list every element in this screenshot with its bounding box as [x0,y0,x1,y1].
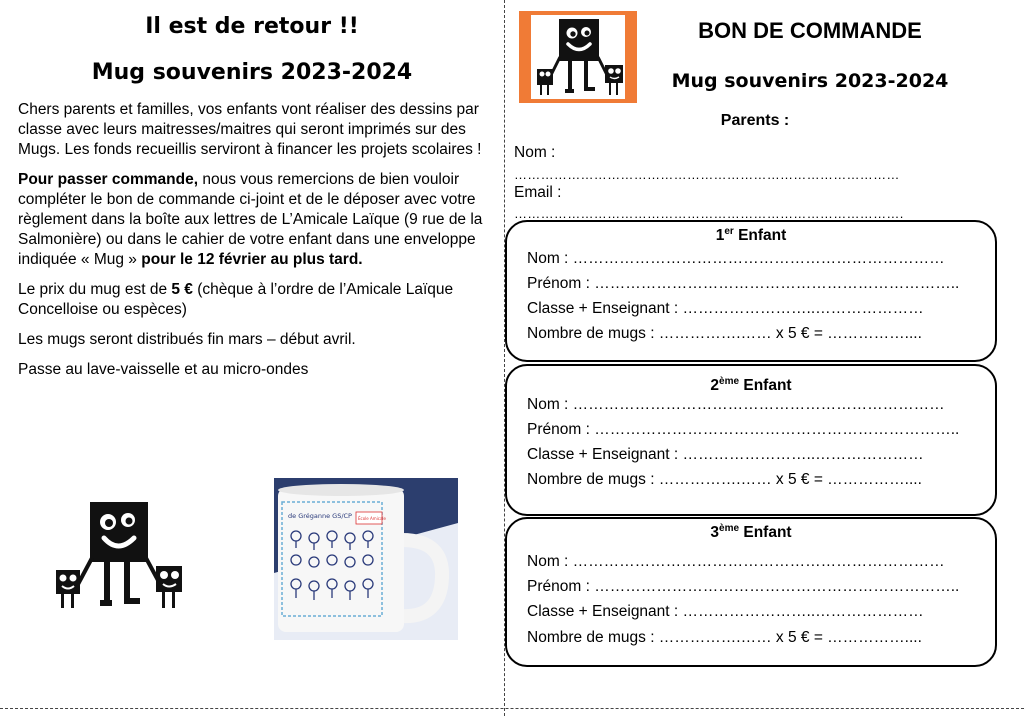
order-paragraph [18,170,490,270]
child-2-box [505,364,997,516]
child-3-firstname-field[interactable]: Prénom : …………………………………………………………….. [527,578,960,595]
child-1-class-field[interactable]: Classe + Enseignant : ……………………..………………… [527,300,924,317]
cut-line-horizontal [0,708,1024,709]
child-1-quantity-field[interactable]: Nombre de mugs : …………….…… x 5 € = …………….... [527,325,922,342]
order-text: nous vous remercions de bien vouloir compléter le bon de commande ci-joint et de le déposer avec votre règlement dans la boîte aux lettres de L’Amicale Laïque (9 rue de la Salmonière) ou dans le cahier de votre enfant dans une enveloppe indiquée « Mug » [18,171,483,268]
parent-email-field[interactable]: ……………………………………………………………………………. [514,206,904,221]
parent-name-label: Nom : [514,144,556,161]
mug-illustration [274,478,458,640]
order-form-subtitle: Mug souvenirs 2023-2024 [671,70,949,92]
deadline-text: pour le 12 février au plus tard. [141,251,363,268]
parent-name-field[interactable]: …………………………………………………………………………… [514,167,900,182]
child-1-firstname-field[interactable]: Prénom : …………………………………………………………….. [527,275,960,292]
logo-orange-frame [519,11,637,103]
child-3-title: 3ème Enfant [710,523,792,542]
child-2-name-field[interactable]: Nom : ……………………………………………………………… [527,396,945,413]
mascot-logo-icon [531,15,625,99]
price-value: 5 € [171,281,193,298]
mug-class-label: de Gréganne GS/CP [288,512,352,520]
heading-mug-souvenirs: Mug souvenirs 2023-2024 [91,60,413,85]
child-1-name-field[interactable]: Nom : ……………………………………………………………… [527,250,945,267]
child-2-firstname-field[interactable]: Prénom : …………………………………………………………….. [527,421,960,438]
child-1-box [505,220,997,362]
mug-photo [274,478,458,640]
child-2-class-field[interactable]: Classe + Enseignant : ……………………..………………… [527,446,924,463]
child-3-name-field[interactable]: Nom : ……………………………………………………………… [527,553,945,570]
logo-inner [531,15,625,99]
child-1-title: 1er Enfant [715,226,787,245]
order-form-title: BON DE COMMANDE [698,18,922,43]
heading-return: Il est de retour !! [145,14,359,39]
distribution-paragraph: Les mugs seront distribués fin mars – début avril. [18,331,356,348]
child-2-quantity-field[interactable]: Nombre de mugs : …………….…… x 5 € = …………….... [527,471,922,488]
mug-school-tag: École Amicale [358,516,386,521]
price-text: Le prix du mug est de [18,281,172,298]
child-3-class-field[interactable]: Classe + Enseignant : ……………………..………………… [527,603,924,620]
child-3-quantity-field[interactable]: Nombre de mugs : …………….…… x 5 € = …………….... [527,629,922,646]
payment-text: (chèque à l’ordre de l’Amicale Laïque Concelloise ou espèces) [18,281,454,318]
mascot-family-icon [52,500,187,612]
order-bold-label: Pour passer commande, [18,171,199,188]
dishwasher-paragraph: Passe au lave-vaisselle et au micro-ondes [18,361,309,378]
intro-text-block [18,100,490,390]
parent-email-label: Email : [514,184,562,201]
child-3-box [505,517,997,667]
intro-paragraph: Chers parents et familles, vos enfants vont réaliser des dessins par classe avec leurs maitresses/maitres qui seront imprimés sur des Mugs. Les fonds recueillis serviront à financer les projets scolaires ! [18,101,482,158]
parents-label: Parents : [720,112,790,129]
child-2-title: 2ème Enfant [710,376,792,395]
price-paragraph [18,280,490,320]
